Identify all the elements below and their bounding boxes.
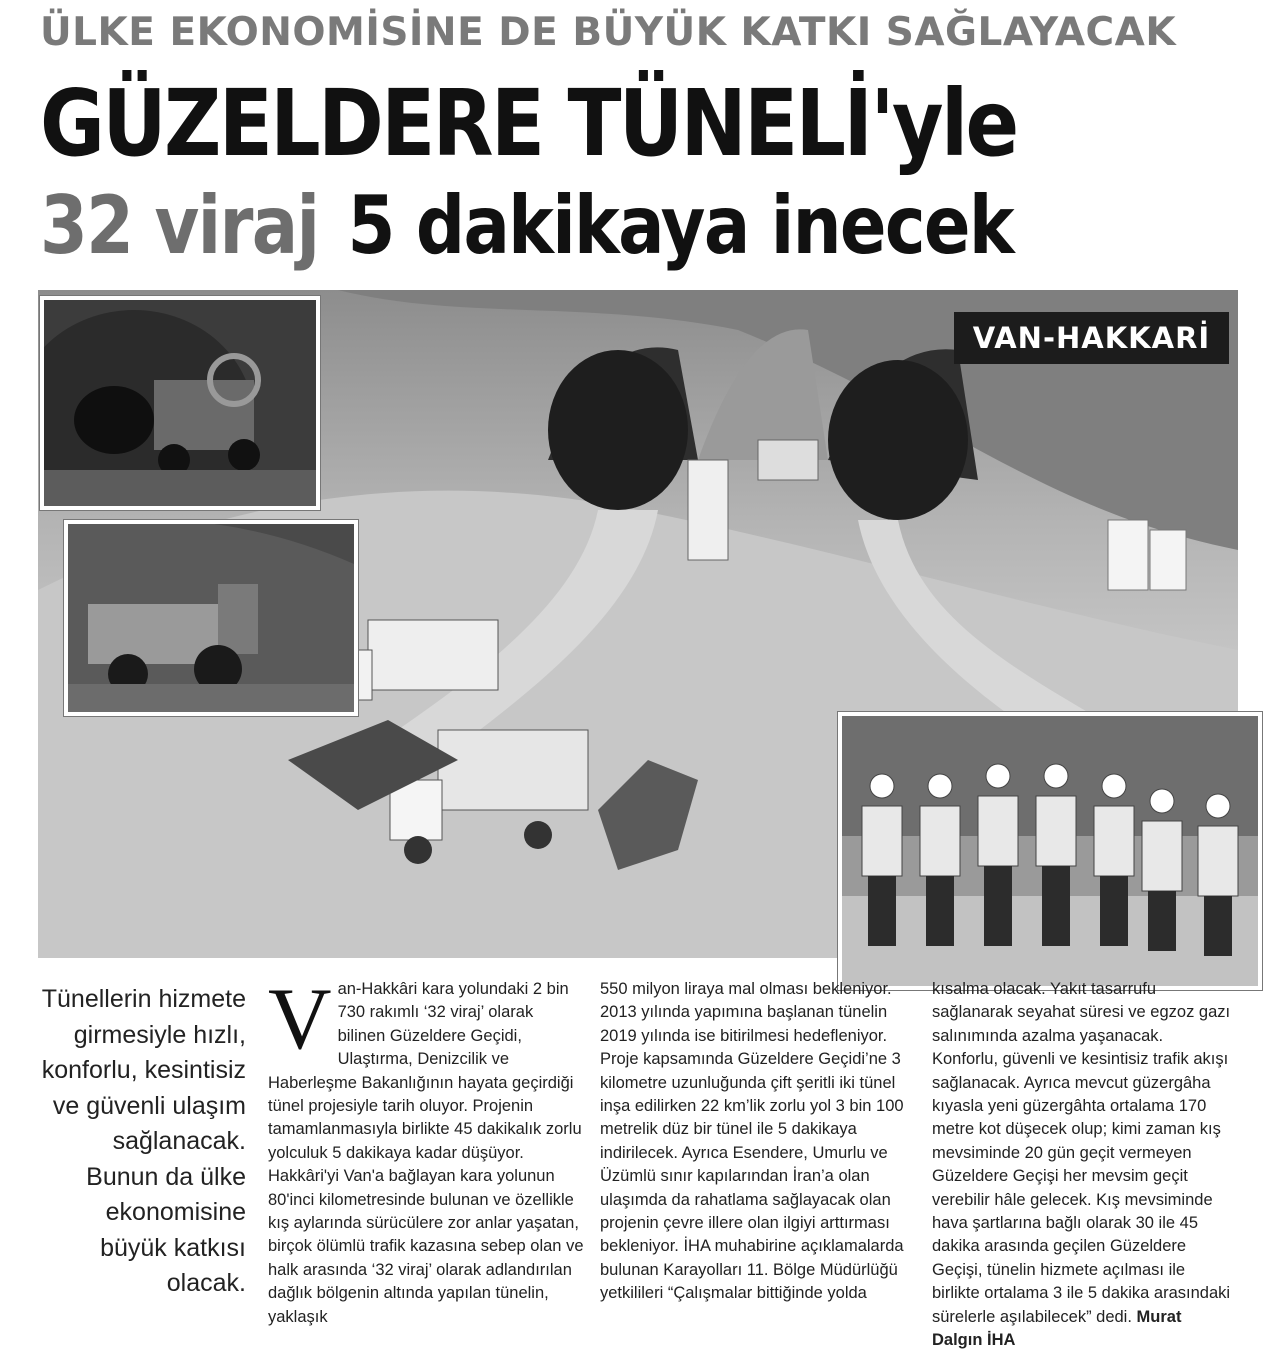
column-2-text: 550 milyon liraya mal olması bekleniyor. 2013 yılında yapımına başlanan tünelin 2019 yılında ise bitirilmesi hedefleniyor. Proje kapsamında Güzeldere Geçidi’ne 3 kilometre uzunluğunda çift şeritli iki tünel inşa edilirken 22 km’lik zorlu yol 3 bin 100 metrelik düz bir tünel ile 5 dakikaya indirilecek. Ayrıca Esendere, Umurlu ve Üzümlü sınır kapılarından İran’a olan ulaşımda da rahatlama sağlayacak olan projenin çevre illere olan ilgiyi arttırması bekleniyor. İHA muhabirine açıklamalarda bulunan Karayolları 11. Bölge Müdürlüğü yetkilileri “Çalışmalar bittiğinde yolda xyxy=(600,980,904,1303)
pull-quote: Tünellerin hizmete girmesiyle hızlı, konforlu, kesintisiz ve güvenli ulaşım sağlanacak. Bunun da ülke ekonomisine büyük katkısı olacak. xyxy=(41,985,246,1297)
column-3-text: kısalma olacak. Yakıt tasarrufu sağlanarak seyahat süresi ve egzoz gazı salınımında azalma yaşanacak. Konforlu, güvenli ve kesintisiz trafik akışı sağlanacak. Ayrıca mevcut güzergâha kıyasla yeni güzergâhta ortalama 170 metre kot düşecek olup; kimi zaman kış mevsiminde 20 gün geçit vermeyen Güzeldere Geçişi her mevsim geçit verebilir hâle gelecek. Kış mevsiminde hava şartlarına bağlı olarak 30 ile 45 dakika arasında geçilen Güzeldere Geçişi, tünelin hizmete açılması ile birlikte ortalama 3 ile 5 dakika arasındaki sürelerle aşılabilecek” dedi. xyxy=(932,980,1231,1326)
byline: Murat Dalgın İHA xyxy=(932,1307,1182,1350)
inset-photo-tunnel-interior xyxy=(40,296,320,510)
article-column-2 xyxy=(600,978,906,1306)
subheadline-grey: 32 viraj xyxy=(40,179,319,272)
drop-cap: V xyxy=(268,971,332,1068)
subheadline-dark: 5 dakikaya inecek xyxy=(347,179,1013,272)
kicker: ÜLKE EKONOMİSİNE DE BÜYÜK KATKI SAĞLAYACAK xyxy=(40,10,1177,55)
article-column-3 xyxy=(932,978,1232,1353)
inset-photo-workers xyxy=(838,712,1262,990)
subheadline xyxy=(40,178,1089,274)
headline: GÜZELDERE TÜNELİ'yle xyxy=(40,70,1017,177)
article-column-1 xyxy=(268,971,584,1329)
inset-photo-tunnel-machine xyxy=(64,520,358,716)
column-1-text: an-Hakkâri kara yolundaki 2 bin 730 rakımlı ‘32 viraj’ olarak bilinen Güzeldere Geçidi, Ulaştırma, Denizcilik ve Haberleşme Bakanlığının hayata geçirdiği tünel projesiyle tarih oluyor. Projenin tamamlanmasıyla birlikte 45 dakikalık zorlu yolculuk 5 dakikaya kadar düşüyor. Hakkâri'yi Van'a bağlayan kara yolunun 80'inci kilometresinde bulunan ve özellikle kış aylarında sürücülere zor anlar yaşatan, birçok ölümlü trafik kazasına sebep olan ve halk arasında ‘32 viraj’ olarak adlandırılan dağlık bölgenin altında yapılan tünelin, yaklaşık xyxy=(268,980,584,1326)
location-badge: VAN-HAKKARİ xyxy=(954,312,1229,364)
